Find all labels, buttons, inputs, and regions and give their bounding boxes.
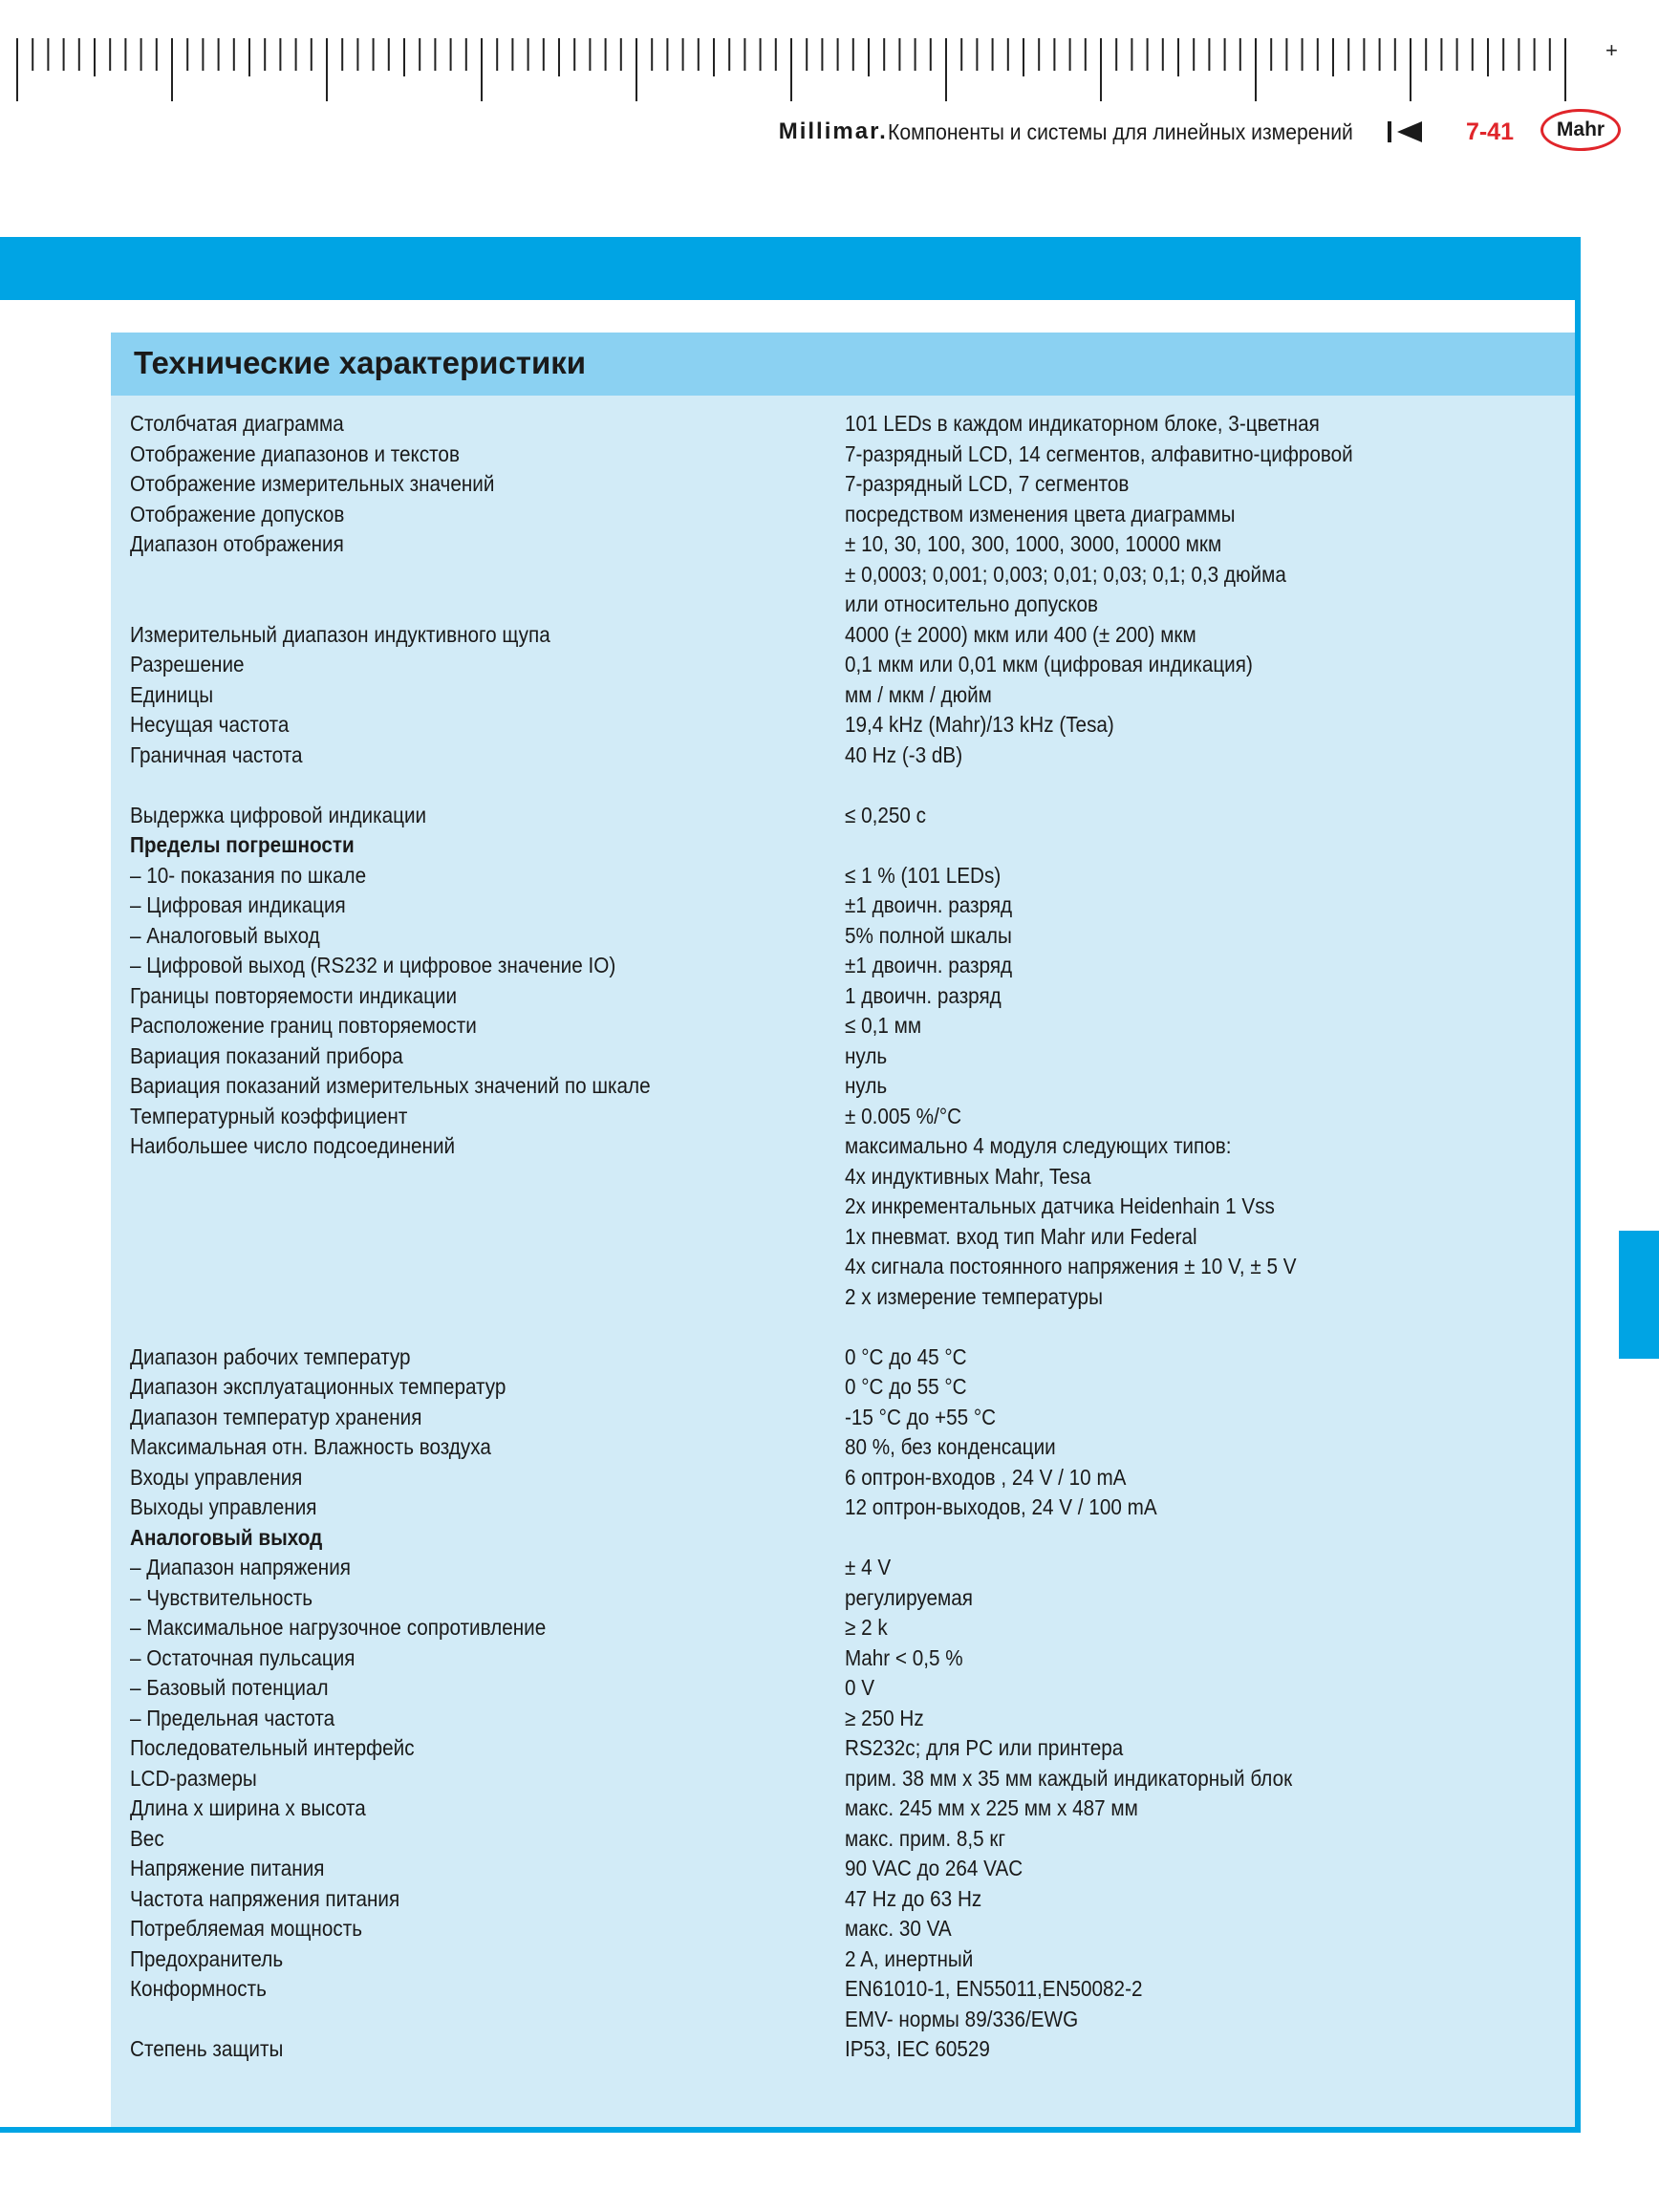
- spec-value: ± 0.005 %/°C: [845, 1103, 962, 1128]
- page-header: [779, 113, 1514, 151]
- spec-value: ≤ 0,1 мм: [845, 1013, 922, 1038]
- spec-row: [130, 1312, 1563, 1342]
- spec-value: ± 0,0003; 0,001; 0,003; 0,01; 0,03; 0,1; 0,3 дюйма: [845, 561, 1286, 587]
- spec-value: нуль: [845, 1073, 888, 1098]
- spec-row: [130, 1613, 1563, 1643]
- spec-row: [130, 1704, 1563, 1734]
- spec-value: 90 VAC до 264 VAC: [845, 1856, 1023, 1880]
- chapter-side-tab[interactable]: [1619, 1231, 1659, 1359]
- spec-row: [130, 1042, 1563, 1072]
- spec-label: Диапазон отображения: [130, 531, 344, 556]
- spec-row: [130, 1944, 1563, 1975]
- frame-right-border: [1575, 237, 1581, 2133]
- spec-label: Вариация показаний прибора: [130, 1042, 403, 1068]
- spec-value: EN61010-1, EN55011,EN50082-2: [845, 1976, 1143, 2001]
- spec-label: – Аналоговый выход: [130, 922, 320, 948]
- spec-value: ≤ 0,250 с: [845, 802, 927, 827]
- spec-row: [130, 1673, 1563, 1704]
- spec-row: [130, 1824, 1563, 1855]
- spec-row: [130, 1523, 1563, 1554]
- spec-row: [130, 1162, 1563, 1192]
- spec-row: [130, 1192, 1563, 1222]
- spec-value: прим. 38 мм x 35 мм каждый индикаторный блок: [845, 1765, 1293, 1791]
- spec-label: Вес: [130, 1825, 164, 1851]
- spec-row: [130, 1102, 1563, 1132]
- spec-row: [130, 469, 1563, 500]
- spec-value: 0 V: [845, 1675, 875, 1700]
- spec-row: [130, 560, 1563, 591]
- spec-value: 101 LEDs в каждом индикаторном блоке, 3-цветная: [845, 411, 1320, 436]
- spec-label: Измерительный диапазон индуктивного щупа: [130, 621, 550, 647]
- spec-label: – Предельная частота: [130, 1705, 335, 1730]
- spec-row: [130, 1764, 1563, 1794]
- spec-row: [130, 1011, 1563, 1042]
- spec-label: Отображение допусков: [130, 501, 345, 526]
- spec-label: Конформность: [130, 1976, 267, 2001]
- spec-label: Единицы: [130, 681, 214, 707]
- spec-value: макс. прим. 8,5 кг: [845, 1825, 1006, 1851]
- spec-label: Несущая частота: [130, 712, 290, 737]
- spec-value: ≤ 1 % (101 LEDs): [845, 862, 1002, 888]
- spec-label: Напряжение питания: [130, 1856, 325, 1880]
- spec-row: [130, 921, 1563, 952]
- spec-row: [130, 1131, 1563, 1162]
- spec-label: – Максимальное нагрузочное сопротивление: [130, 1615, 547, 1640]
- spec-value: ±1 двоичн. разряд: [845, 953, 1013, 977]
- spec-value: ± 10, 30, 100, 300, 1000, 3000, 10000 мкм: [845, 531, 1222, 556]
- spec-value: 2 x измерение температуры: [845, 1283, 1103, 1309]
- spec-row: [130, 710, 1563, 741]
- spec-label: – 10- показания по шкале: [130, 862, 367, 888]
- spec-label: LCD-размеры: [130, 1765, 257, 1791]
- spec-value: 0 °C до 55 °C: [845, 1374, 967, 1399]
- spec-label: Выходы управления: [130, 1494, 317, 1519]
- frame-bottom-border: [0, 2127, 1581, 2133]
- spec-row: [130, 650, 1563, 680]
- spec-value: 7-разрядный LCD, 14 сегментов, алфавитно-цифровой: [845, 440, 1353, 466]
- spec-value: макс. 245 мм x 225 мм x 487 мм: [845, 1795, 1138, 1820]
- spec-value: ±1 двоичн. разряд: [845, 892, 1013, 917]
- mahr-logo: Mahr: [1540, 109, 1621, 151]
- top-color-band: [0, 237, 1581, 300]
- spec-row: [130, 1583, 1563, 1614]
- spec-value: мм / мкм / дюйм: [845, 681, 992, 707]
- spec-label: Столбчатая диаграмма: [130, 411, 344, 436]
- spec-row: [130, 891, 1563, 921]
- spec-value: 1 двоичн. разряд: [845, 982, 1002, 1008]
- spec-value: посредством изменения цвета диаграммы: [845, 501, 1236, 526]
- spec-label: Разрешение: [130, 652, 245, 676]
- spec-value: 2x инкрементальных датчика Heidenhain 1 Vss: [845, 1193, 1275, 1218]
- spec-value: 1x пневмат. вход тип Mahr или Federal: [845, 1223, 1197, 1249]
- spec-label: Выдержка цифровой индикации: [130, 802, 427, 827]
- spec-value: 40 Hz (-3 dB): [845, 741, 963, 767]
- spec-row: [130, 1222, 1563, 1253]
- spec-value: 5% полной шкалы: [845, 922, 1012, 948]
- spec-value: -15 °C до +55 °C: [845, 1404, 997, 1429]
- spec-row: [130, 951, 1563, 981]
- spec-label: Отображение измерительных значений: [130, 471, 495, 496]
- page-number: 7-41: [1465, 118, 1514, 145]
- spec-value: 19,4 kHz (Mahr)/13 kHz (Tesa): [845, 712, 1114, 737]
- spec-value: ≥ 2 k: [845, 1615, 888, 1640]
- spec-label: – Базовый потенциал: [130, 1675, 329, 1700]
- spec-value: 0,1 мкм или 0,01 мкм (цифровая индикация): [845, 652, 1253, 676]
- spec-label: Входы управления: [130, 1464, 303, 1490]
- spec-label: – Цифровой выход (RS232 и цифровое значение IO): [130, 953, 616, 977]
- prev-page-icon[interactable]: [1388, 121, 1422, 142]
- spec-label: Частота напряжения питания: [130, 1885, 400, 1911]
- spec-value: EMV- нормы 89/336/EWG: [845, 2006, 1079, 2031]
- spec-value: IP53, IEC 60529: [845, 2036, 990, 2061]
- spec-label: – Диапазон напряжения: [130, 1555, 352, 1579]
- spec-row: [130, 770, 1563, 801]
- brand-name: Millimar.: [778, 118, 888, 144]
- spec-label: – Остаточная пульсация: [130, 1644, 356, 1670]
- spec-value: 80 %, без конденсации: [845, 1434, 1056, 1459]
- spec-row: [130, 1884, 1563, 1915]
- spec-row: [130, 1342, 1563, 1373]
- spec-row: [130, 500, 1563, 530]
- spec-row: [130, 1282, 1563, 1313]
- spec-label: Диапазон рабочих температур: [130, 1343, 411, 1369]
- spec-row: [130, 1793, 1563, 1824]
- spec-row: [130, 1553, 1563, 1583]
- spec-label: Диапазон температур хранения: [130, 1404, 422, 1429]
- spec-label: Степень защиты: [130, 2036, 284, 2061]
- spec-row: [130, 1974, 1563, 2005]
- spec-label: Расположение границ повторяемости: [130, 1013, 477, 1038]
- spec-value: нуль: [845, 1042, 888, 1068]
- panel-header: [111, 333, 1575, 396]
- spec-label: Отображение диапазонов и текстов: [130, 440, 460, 466]
- spec-row: [130, 1493, 1563, 1523]
- spec-row: [130, 620, 1563, 651]
- spec-label: Потребляемая мощность: [130, 1916, 362, 1941]
- spec-row: [130, 1372, 1563, 1403]
- spec-row: [130, 590, 1563, 620]
- spec-row: [130, 741, 1563, 771]
- spec-row: [130, 1463, 1563, 1493]
- spec-value: 0 °C до 45 °C: [845, 1343, 967, 1369]
- spec-value: 7-разрядный LCD, 7 сегментов: [845, 471, 1130, 496]
- spec-row: [130, 529, 1563, 560]
- spec-row: [130, 440, 1563, 470]
- spec-row: [130, 680, 1563, 711]
- plus-mark: +: [1605, 38, 1618, 62]
- spec-row: [130, 1643, 1563, 1674]
- spec-value: 4x сигнала постоянного напряжения ± 10 V, ± 5 V: [845, 1254, 1297, 1278]
- spec-row: [130, 1252, 1563, 1282]
- spec-value: 4000 (± 2000) мкм или 400 (± 200) мкм: [845, 621, 1196, 647]
- spec-label: Температурный коэффициент: [130, 1103, 408, 1128]
- spec-label: Максимальная отн. Влажность воздуха: [130, 1434, 491, 1459]
- spec-row: [130, 1733, 1563, 1764]
- header-subtitle: Компоненты и системы для линейных измерений: [887, 118, 1353, 144]
- spec-value: регулируемая: [845, 1584, 973, 1610]
- spec-value: или относительно допусков: [845, 591, 1099, 616]
- spec-row: [130, 1914, 1563, 1944]
- spec-value: RS232c; для PC или принтера: [845, 1735, 1124, 1760]
- spec-value: максимально 4 модуля следующих типов:: [845, 1133, 1232, 1158]
- spec-label: – Чувствительность: [130, 1584, 313, 1610]
- spec-table: [130, 409, 1563, 2065]
- spec-value: 4x индуктивных Mahr, Tesa: [845, 1163, 1091, 1189]
- spec-label: Границы повторяемости индикации: [130, 982, 458, 1008]
- spec-row: [130, 830, 1563, 861]
- spec-row: [130, 801, 1563, 831]
- spec-value: ± 4 V: [845, 1555, 892, 1579]
- spec-panel: [111, 333, 1575, 2127]
- spec-row: [130, 409, 1563, 440]
- spec-label: Граничная частота: [130, 741, 303, 767]
- spec-value: 12 оптрон-выходов, 24 V / 100 mA: [845, 1494, 1157, 1519]
- spec-value: 2 A, инертный: [845, 1945, 974, 1971]
- spec-row: [130, 981, 1563, 1012]
- spec-value: 6 оптрон-входов , 24 V / 10 mA: [845, 1464, 1127, 1490]
- spec-value: Mahr < 0,5 %: [845, 1644, 963, 1670]
- spec-value: 47 Hz до 63 Hz: [845, 1885, 982, 1911]
- spec-label: Вариация показаний измерительных значений по шкале: [130, 1073, 651, 1098]
- spec-label: Последовательный интерфейс: [130, 1735, 415, 1760]
- spec-value: ≥ 250 Hz: [845, 1705, 924, 1730]
- spec-row: [130, 1854, 1563, 1884]
- spec-label: Наибольшее число подсоединений: [130, 1133, 456, 1158]
- spec-group-heading: Пределы погрешности: [130, 832, 355, 857]
- spec-row: [130, 2034, 1563, 2065]
- section-title: Технические характеристики: [134, 345, 587, 380]
- spec-row: [130, 1403, 1563, 1433]
- spec-label: – Цифровая индикация: [130, 892, 346, 917]
- ruler-scale: [13, 36, 1581, 103]
- spec-row: [130, 861, 1563, 891]
- spec-row: [130, 1432, 1563, 1463]
- spec-label: Диапазон эксплуатационных температур: [130, 1374, 506, 1399]
- spec-label: Предохранитель: [130, 1945, 284, 1971]
- spec-value: макс. 30 VA: [845, 1916, 952, 1941]
- spec-row: [130, 2005, 1563, 2035]
- spec-group-heading: Аналоговый выход: [130, 1524, 323, 1550]
- spec-label: Длина x ширина x высота: [130, 1795, 366, 1820]
- spec-row: [130, 1071, 1563, 1102]
